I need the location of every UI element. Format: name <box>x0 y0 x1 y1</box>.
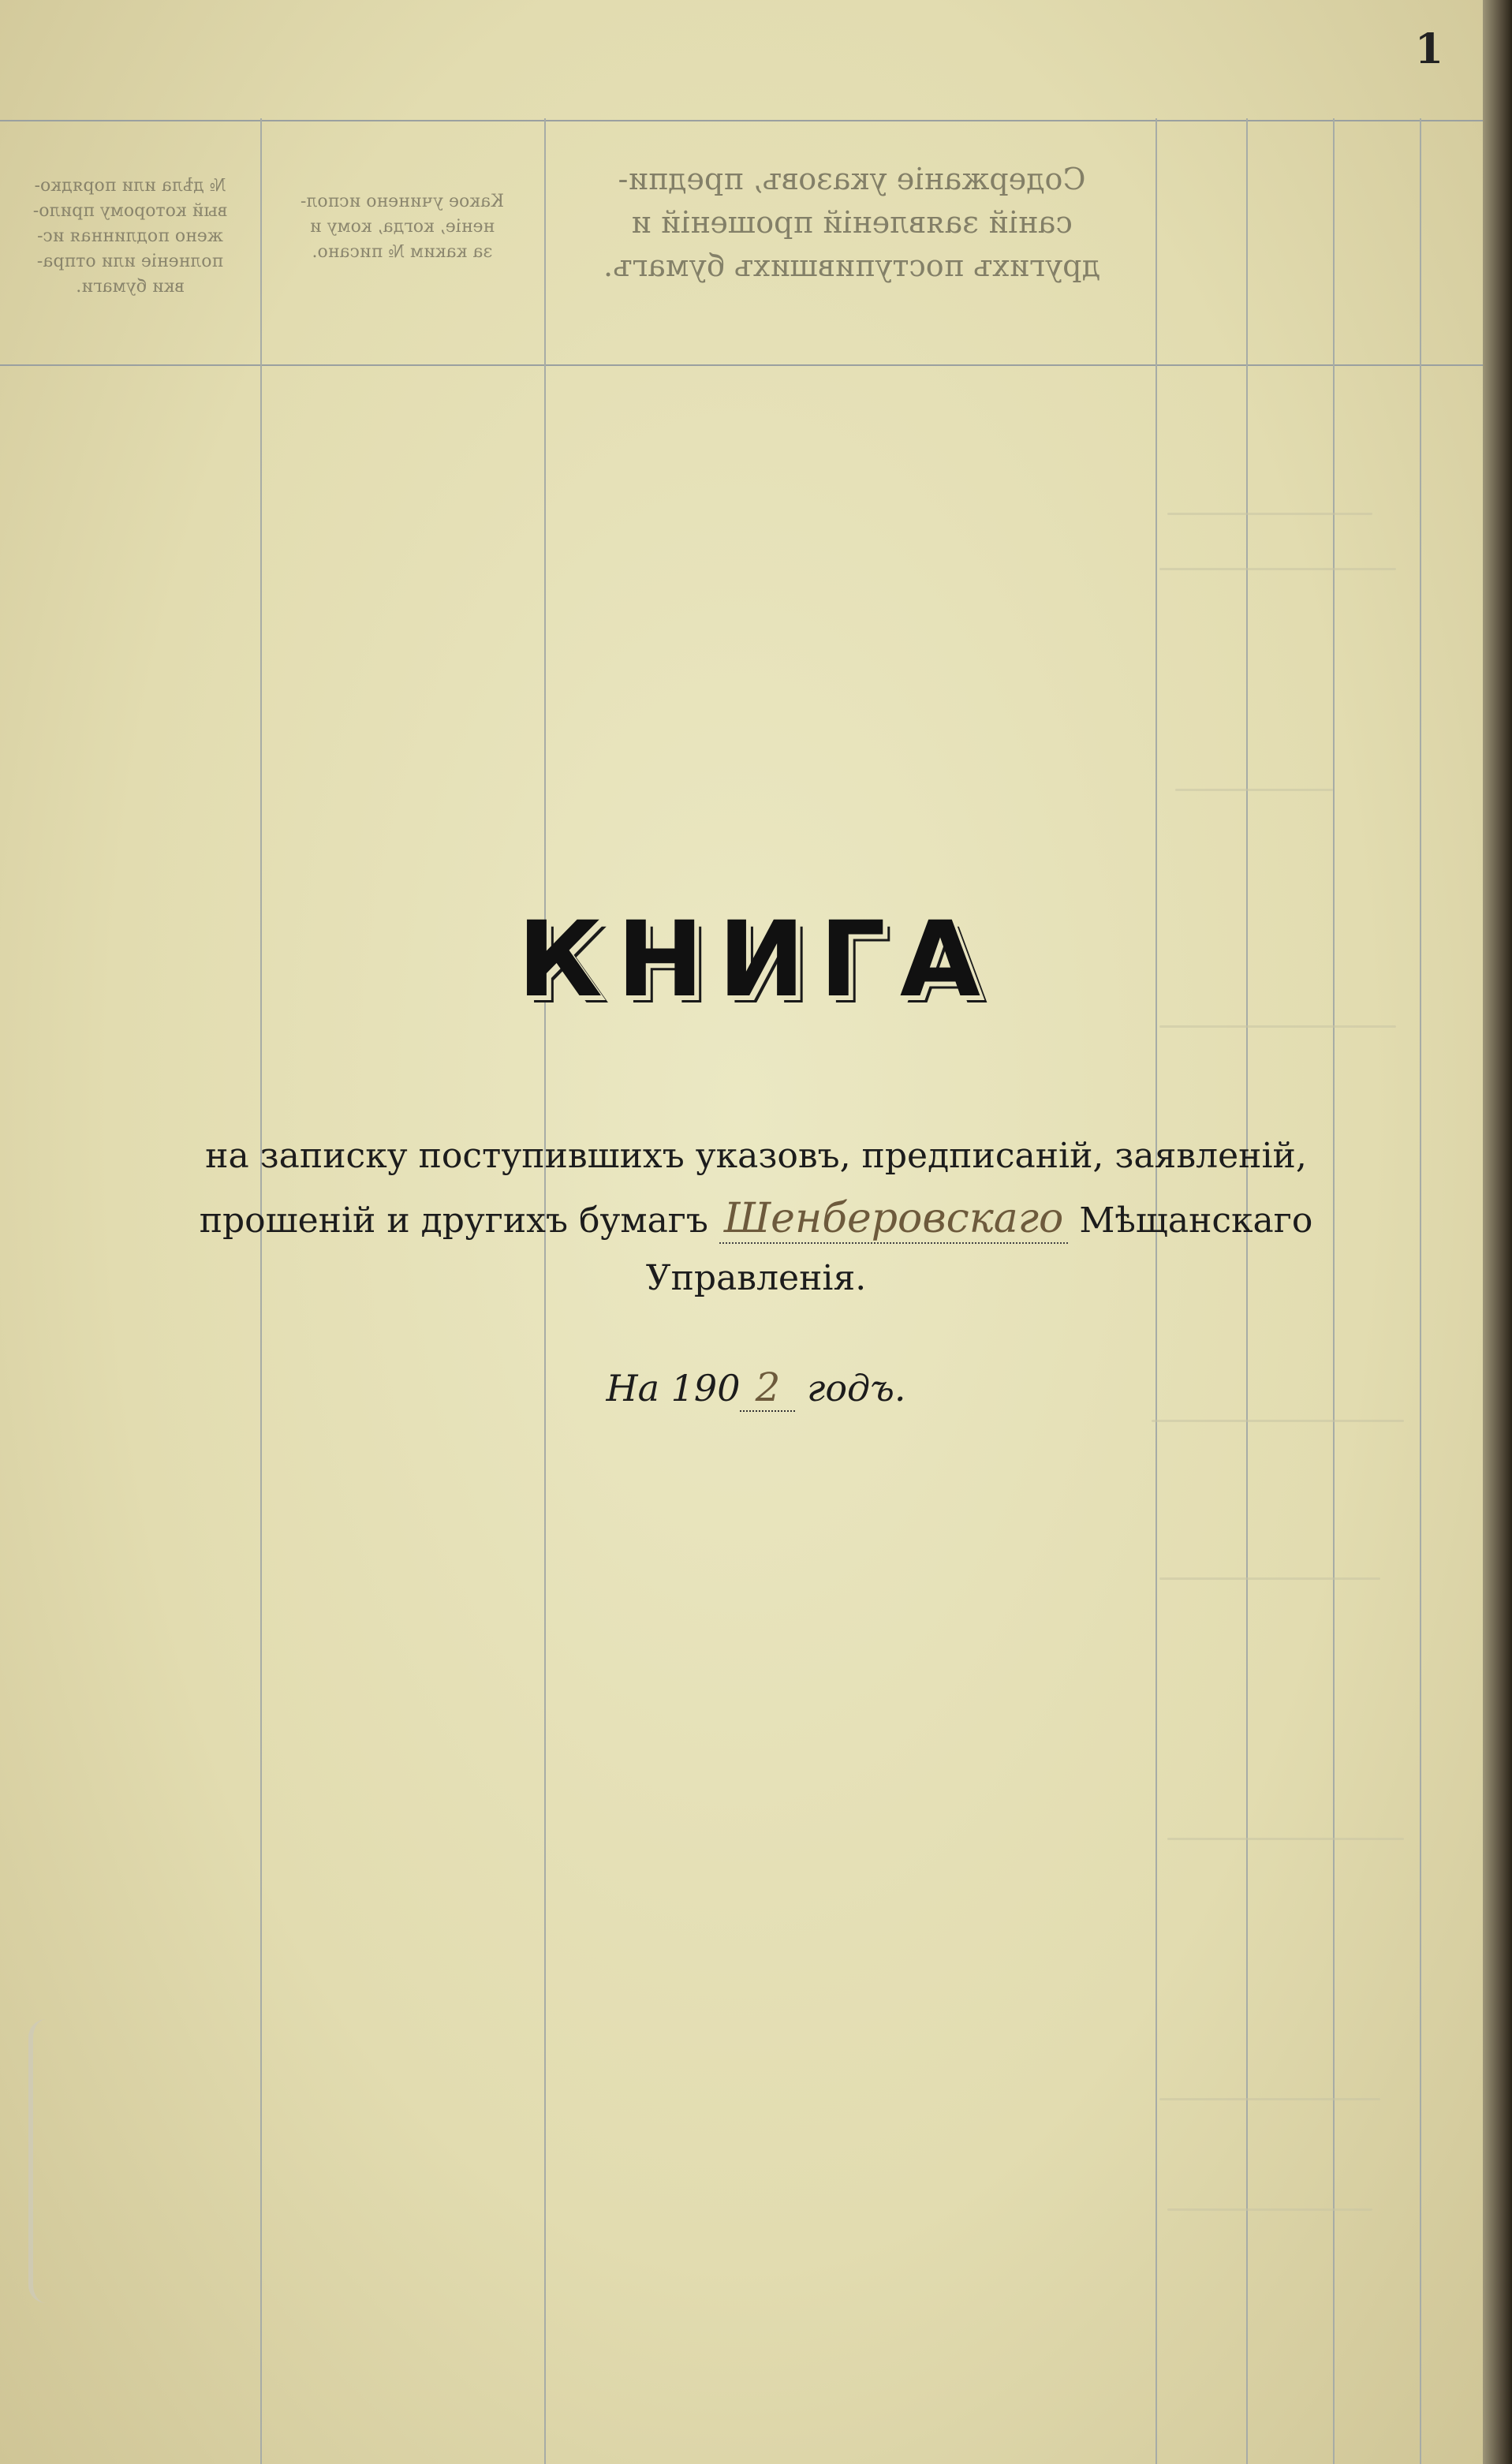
bleed-through-trace <box>1167 2208 1372 2211</box>
year-line <box>0 1365 1483 1412</box>
bleed-through-trace <box>1175 789 1333 791</box>
bleed-through-trace <box>1159 1577 1380 1580</box>
header-bottom-rule <box>0 364 1483 366</box>
subtitle-line-2 <box>0 1195 1483 1242</box>
bleed-through-trace <box>1167 513 1372 515</box>
page-number: 1 <box>1414 25 1443 73</box>
header-column-case-number: № дѣла или порядко- вый которому прило- жено подлинная ис- полненіе или отпра- вки бумаги. <box>32 176 228 297</box>
bleed-through-trace <box>1159 2098 1380 2100</box>
header-top-rule <box>0 120 1483 121</box>
book-edge <box>1483 0 1512 2464</box>
year-prefix: На 190 <box>606 1367 741 1409</box>
bleed-through-trace <box>1159 1025 1396 1028</box>
binding-thread <box>28 2019 65 2303</box>
header-column-contents: Содержаніе указовъ, предпи- саній заявленій прошеній и другихъ поступившихъ бумагъ. <box>603 162 1100 284</box>
bleed-through-trace <box>1159 568 1396 570</box>
year-suffix: годъ. <box>807 1367 906 1409</box>
handwritten-year-digit: 2 <box>740 1365 795 1412</box>
bleed-through-trace <box>1152 1420 1404 1422</box>
header-column-execution: Какое учинено испол- неніе, когда, кому и за каким № писано. <box>300 192 505 262</box>
book-title: КНИГА <box>517 899 995 1021</box>
bleed-through-trace <box>1167 1838 1404 1840</box>
subtitle-line-2-end: Мѣщанскаго <box>1079 1200 1313 1241</box>
subtitle-line-1: на записку поступившихъ указовъ, предписаній, заявленій, <box>205 1136 1307 1176</box>
handwritten-town-name: Шенберовскаго <box>719 1195 1069 1244</box>
subtitle-line-2-start: прошеній и другихъ бумагъ <box>199 1200 708 1241</box>
subtitle-line-3: Управленія. <box>645 1258 867 1298</box>
